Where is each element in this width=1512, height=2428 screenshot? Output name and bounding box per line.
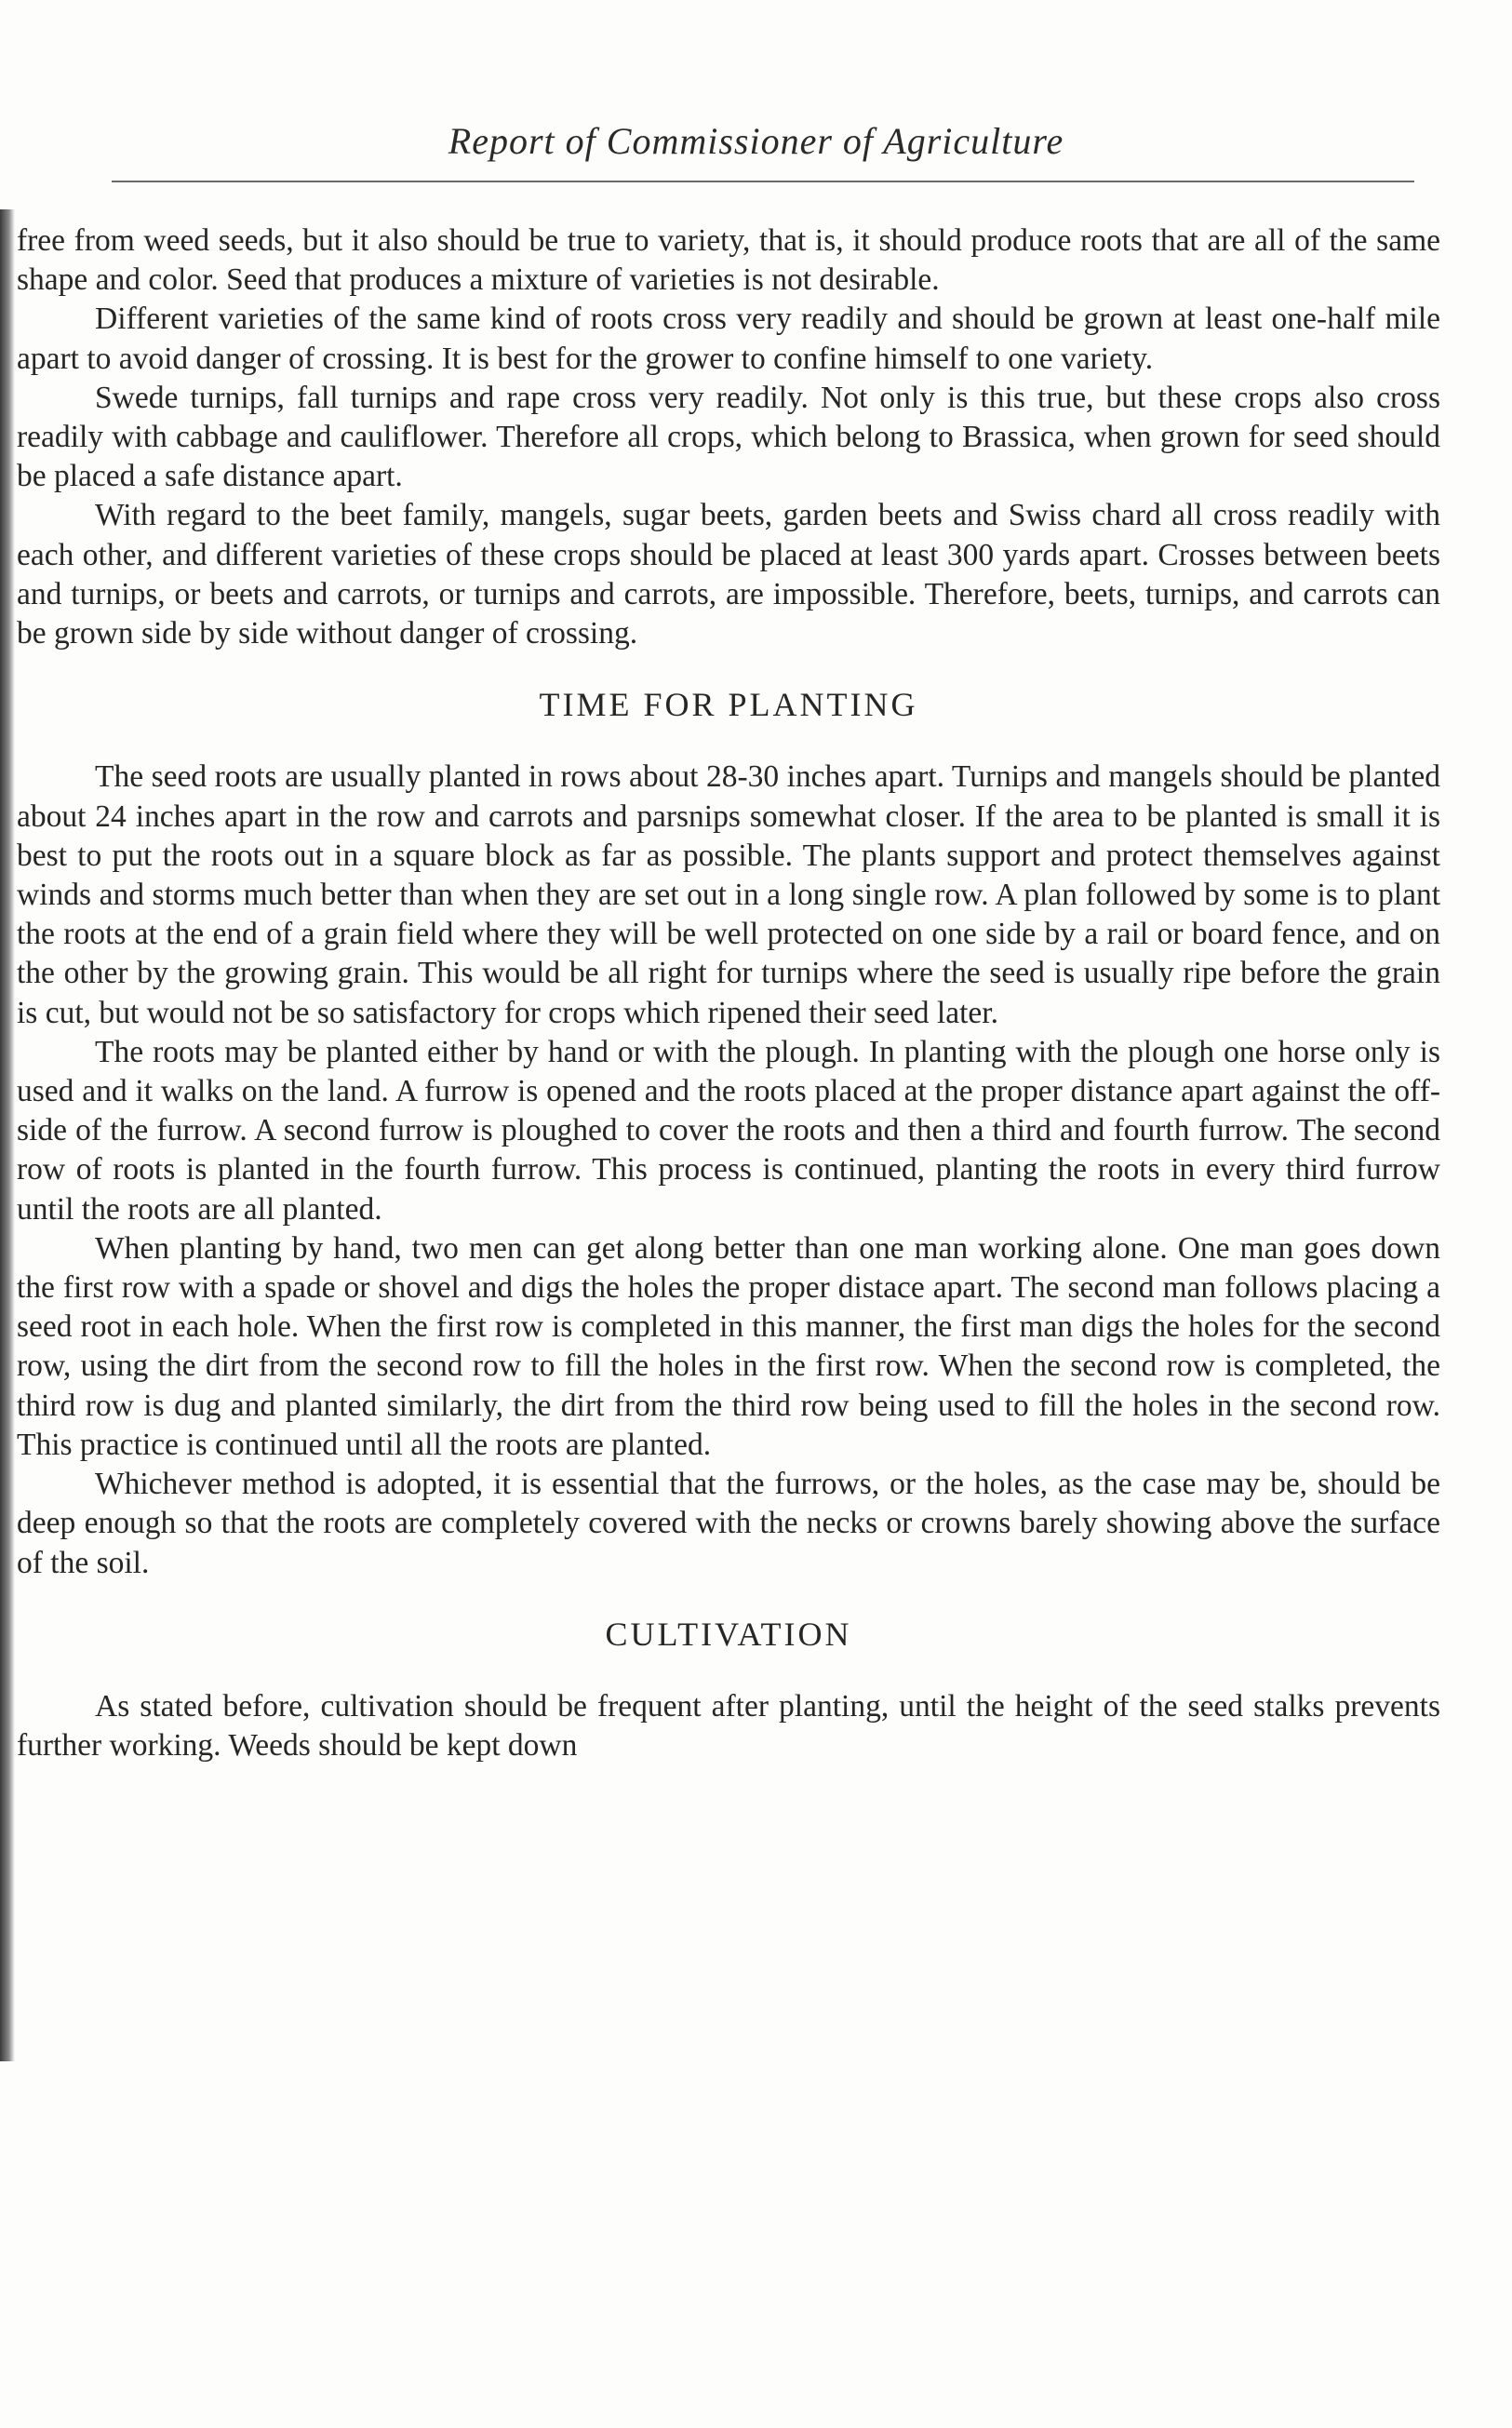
paragraph: Swede turnips, fall turnips and rape cross very readily. Not only is this true, but these crops also cross readily with cabbage and cauliflower. Therefore all crops, which belong to Brassica, when grown for seed should be placed a safe distance apart. [17, 380, 1440, 494]
paragraph: The seed roots are usually planted in rows about 28-30 inches apart. Turnips and mangels should be planted about 24 inches apart in the row and carrots and parsnips somewhat closer. If the area to be planted is small it is best to put the roots out in a square block as far as possible. The plants support and protect themselves against winds and storms much better than when they are set out in a long single row. A plan followed by some is to plant the roots at the end of a grain field where they will be well protected on one side by a rail or board fence, and on the other by the growing grain. This would be all right for turnips where the seed is usually ripe before the grain is cut, but would not be so satisfactory for crops which ripened their seed later. [17, 759, 1440, 1030]
section-heading-cultivation: CULTIVATION [605, 1615, 852, 1653]
paragraph: Different varieties of the same kind of roots cross very readily and should be grown at least one-half mile apart to avoid danger of crossing. It is best for the grower to confine himself to one variety. [17, 302, 1440, 376]
paragraph: Whichever method is adopted, it is essential that the furrows, or the holes, as the case may be, should be deep enough so that the roots are completely covered with the necks or crowns barely showing above the surface of the soil. [17, 1467, 1440, 1580]
paragraph: The roots may be planted either by hand or with the plough. In planting with the plough one horse only is used and it walks on the land. A furrow is opened and the roots placed at the proper distance apart against the off-side of the furrow. A second furrow is ploughed to cover the roots and then a third and fourth furrow. The second row of roots is planted in the fourth furrow. This process is continued, planting the roots in every third furrow until the roots are all planted. [17, 1034, 1440, 1227]
paragraph: As stated before, cultivation should be frequent after planting, until the height of the seed stalks prevents further working. Weeds should be kept down [17, 1688, 1440, 1764]
binding-shadow [0, 209, 15, 2061]
paragraph: When planting by hand, two men can get along better than one man working alone. One man goes down the first row with a spade or shovel and digs the holes the proper distace apart. The second man follows placing a seed root in each hole. When the first row is completed in this manner, the first man digs the holes for the second row, using the dirt from the second row to fill the holes in the first row. When the second row is completed, the third row is dug and planted similarly, the dirt from the third row being used to fill the holes in the second row. This practice is continued until all the roots are planted. [17, 1230, 1440, 1462]
body-text [17, 221, 1440, 1765]
paragraph-continued: free from weed seeds, but it also should be true to variety, that is, it should produce roots that are all of the same shape and color. Seed that produces a mixture of varieties is not desirable. [17, 223, 1440, 298]
header-rule [112, 181, 1414, 182]
section-heading-planting: TIME FOR PLANTING [539, 686, 918, 724]
running-head: Report of Commissioner of Agriculture [448, 120, 1064, 162]
paragraph: With regard to the beet family, mangels, sugar beets, garden beets and Swiss chard all cross readily with each other, and different varieties of these crops should be placed at least 300 yards apart. Crosses between beets and turnips, or beets and carrots, or turnips and carrots, are impossible. Therefore, beets, turnips, and carrots can be grown side by side without danger of crossing. [17, 498, 1440, 651]
